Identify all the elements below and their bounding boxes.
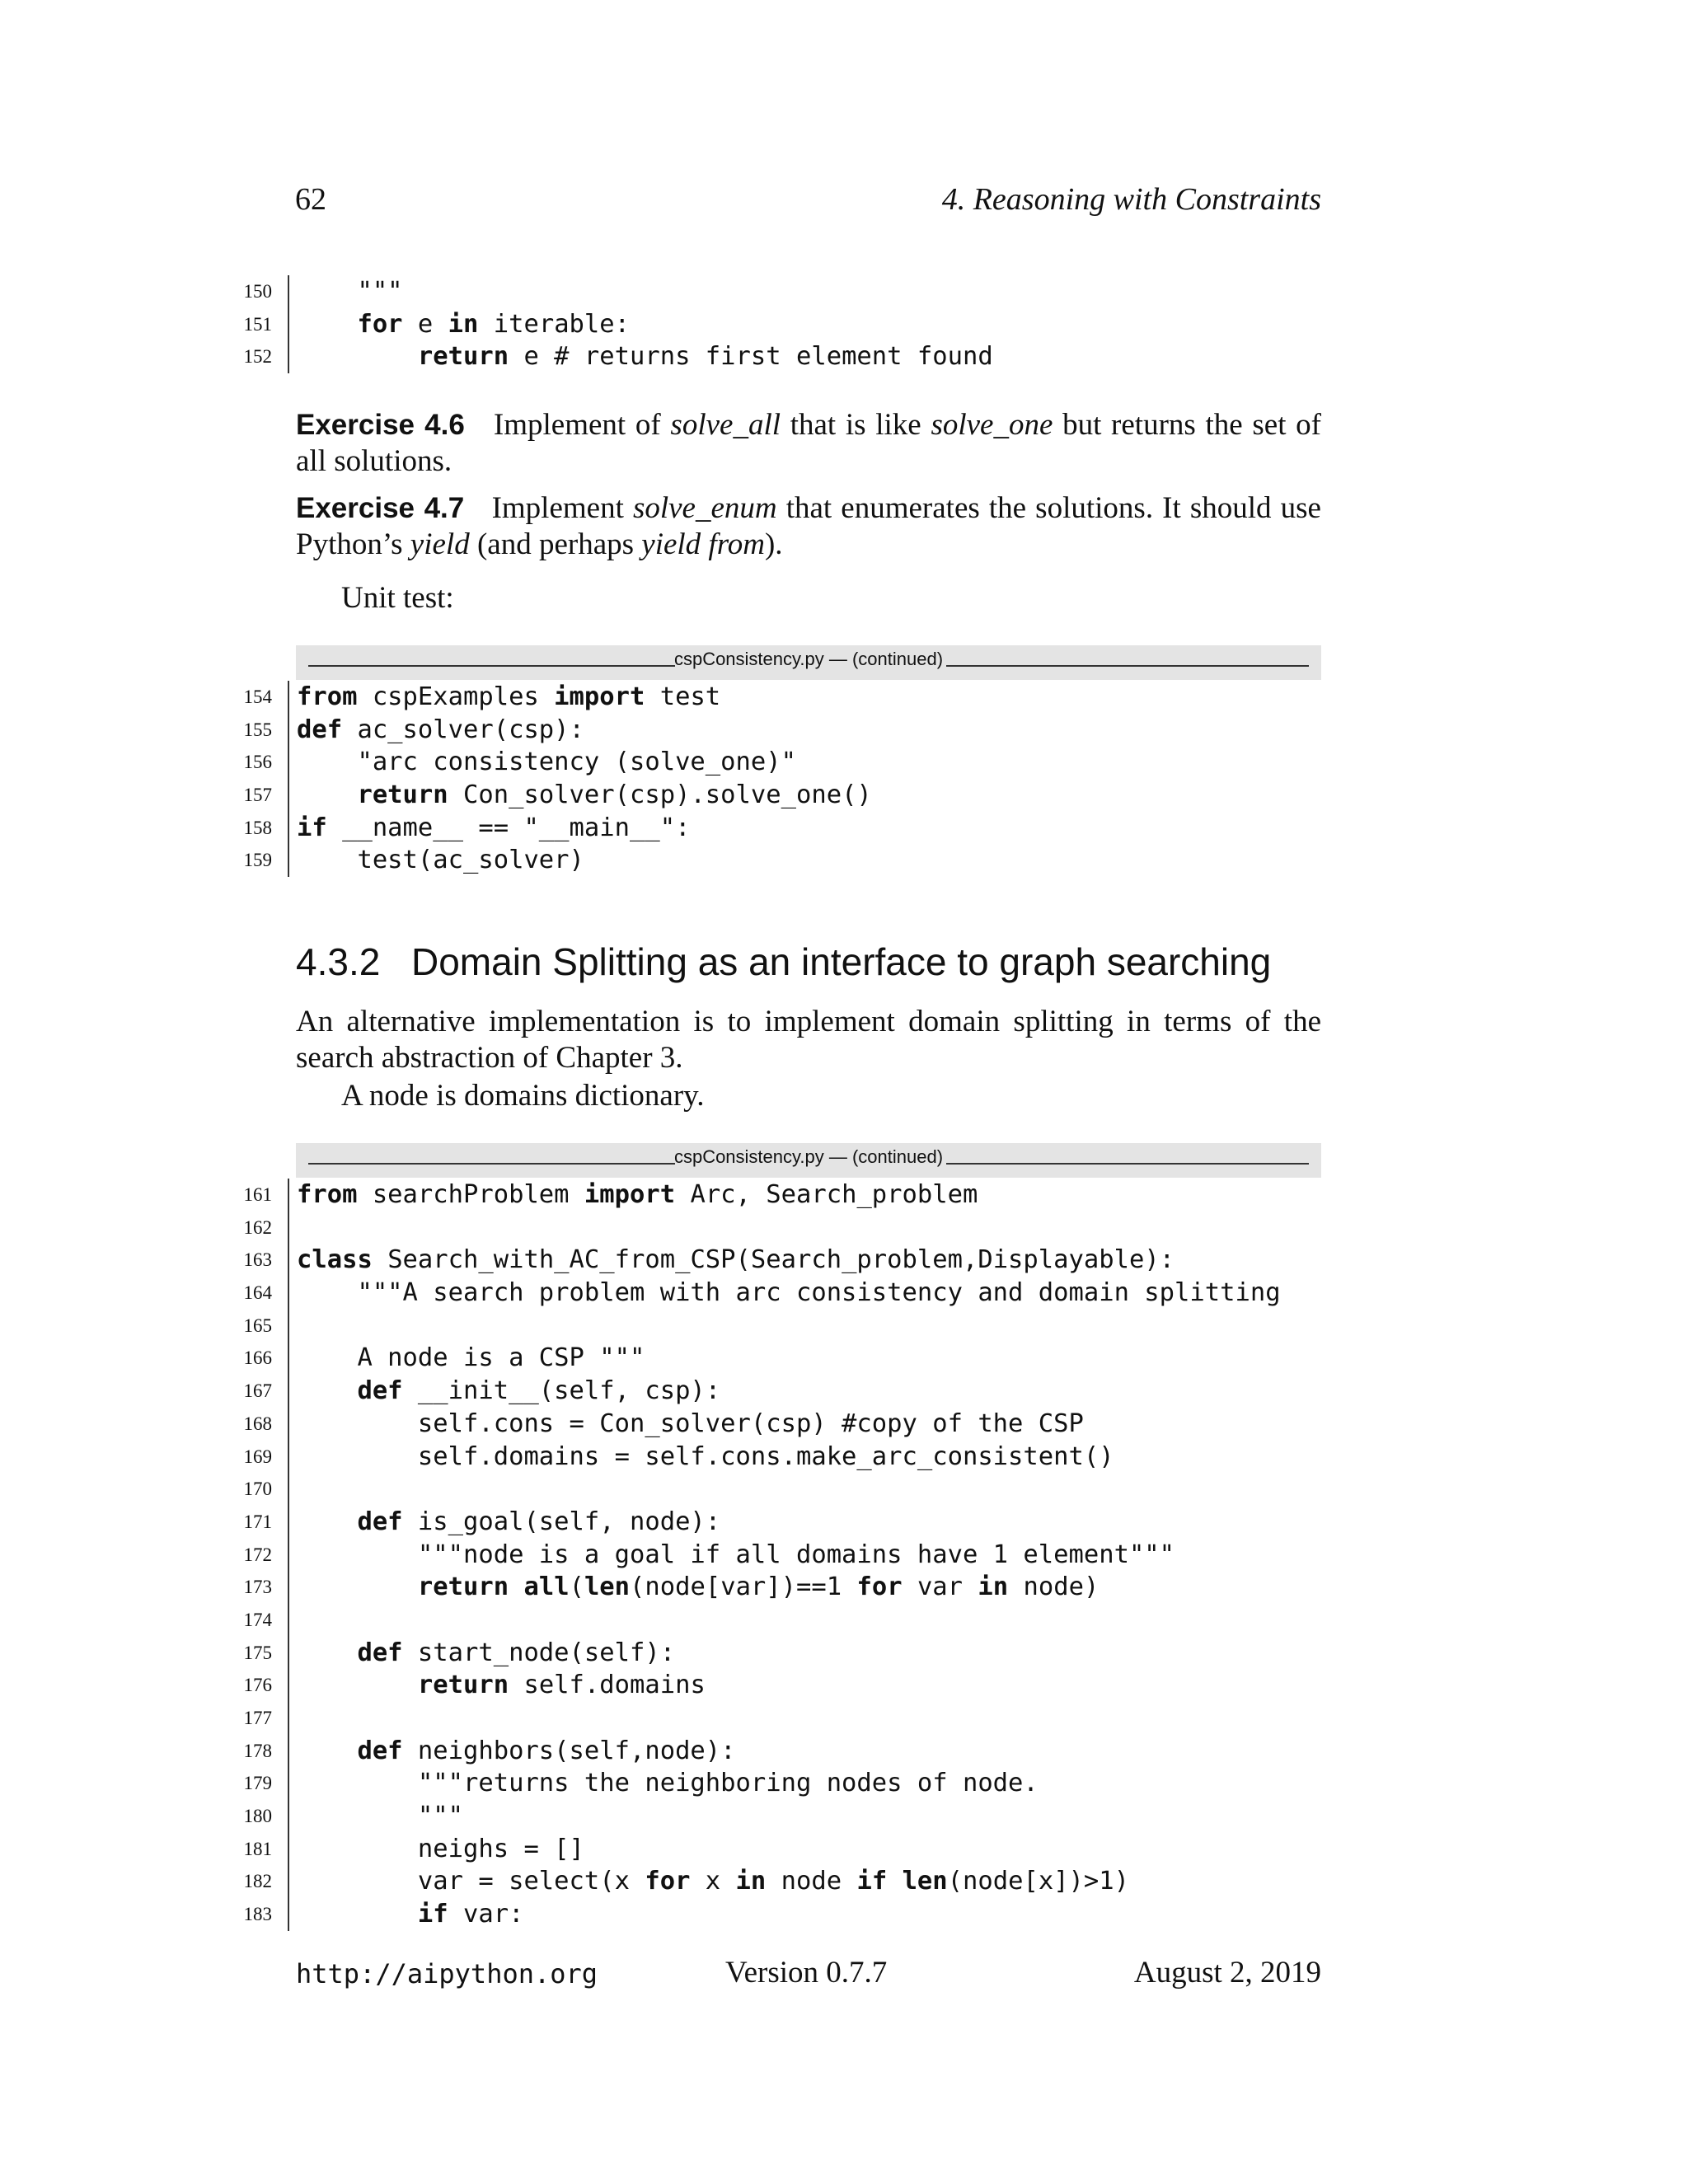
code-line	[239, 714, 1343, 747]
line-number: 182	[243, 1871, 272, 1892]
exercise-term: solve_enum	[632, 491, 777, 525]
exercise-text: but returns the set of all solutions.	[296, 408, 1321, 478]
code-text: def __init__(self, csp):	[357, 1376, 721, 1406]
line-number: 156	[243, 752, 272, 773]
line-number: 170	[243, 1479, 272, 1500]
line-number: 162	[243, 1216, 272, 1238]
code-line	[239, 1604, 1343, 1637]
line-number: 179	[243, 1773, 272, 1794]
code-text: def ac_solver(csp):	[297, 715, 584, 744]
exercise-term: solve_all	[670, 408, 781, 442]
code-text: """A search problem with arc consistency and domain splitting	[297, 1278, 1281, 1308]
code-line	[239, 1767, 1343, 1800]
line-number: 168	[243, 1413, 272, 1434]
code-text: "arc consistency (solve_one)"	[297, 748, 796, 777]
code-text: """returns the neighboring nodes of node.	[297, 1769, 1039, 1798]
code-text: def neighbors(self,node):	[357, 1736, 736, 1765]
code-text: if var:	[417, 1900, 524, 1929]
line-number: 177	[243, 1708, 272, 1728]
code-text: return self.domains	[417, 1671, 706, 1700]
banner-rule-right	[946, 665, 1309, 667]
page-number: 62	[295, 182, 326, 217]
exercise-text: that is like	[781, 408, 931, 442]
code-line	[239, 1212, 1343, 1244]
banner-label: cspConsistency.py — (continued)	[673, 1146, 944, 1167]
exercise-text: ).	[764, 527, 783, 561]
code-text: for e in iterable:	[357, 309, 631, 339]
code-line	[239, 746, 1343, 779]
line-number: 178	[243, 1740, 272, 1761]
code-line	[239, 1637, 1343, 1670]
section-paragraph: An alternative implementation is to implement domain splitting in terms of the search abstraction of Chapter 3.	[296, 1005, 1321, 1075]
line-number: 171	[243, 1511, 272, 1532]
listing-banner-2	[296, 1143, 1321, 1178]
exercise-text: Implement of	[493, 408, 671, 442]
code-text: from cspExamples import test	[297, 682, 721, 711]
line-number: 164	[243, 1282, 272, 1304]
line-number: 167	[243, 1380, 272, 1402]
code-text: """	[297, 1802, 463, 1831]
line-number: 152	[243, 346, 272, 368]
code-line	[239, 1898, 1343, 1931]
code-line	[239, 1506, 1343, 1539]
code-text: def start_node(self):	[357, 1638, 676, 1667]
code-text: from searchProblem import Arc, Search_problem	[297, 1180, 978, 1209]
code-text: def is_goal(self, node):	[357, 1507, 721, 1536]
line-number: 181	[243, 1838, 272, 1859]
code-line	[239, 1571, 1343, 1604]
line-number: 172	[243, 1544, 272, 1565]
code-line	[239, 1179, 1343, 1212]
code-line	[239, 1735, 1343, 1768]
code-text: test(ac_solver)	[297, 846, 584, 875]
unit-test-label: Unit test:	[341, 581, 454, 615]
section-paragraph-2: A node is domains dictionary.	[341, 1079, 705, 1113]
code-text: return all(len(node[var])==1 for var in node)	[417, 1572, 1100, 1602]
line-number: 175	[243, 1642, 272, 1663]
code-line	[239, 1277, 1343, 1310]
line-number: 163	[243, 1249, 272, 1271]
line-number: 165	[243, 1315, 272, 1336]
section-number: 4.3.2	[296, 940, 381, 983]
code-line	[239, 1833, 1343, 1866]
code-line	[239, 681, 1343, 714]
code-text: """	[297, 277, 403, 306]
line-number: 158	[243, 817, 272, 838]
code-line	[239, 812, 1343, 845]
line-number: 150	[243, 281, 272, 302]
code-listing-1	[239, 275, 1343, 373]
code-line	[239, 1441, 1343, 1474]
banner-label: cspConsistency.py — (continued)	[673, 649, 944, 669]
line-number: 155	[243, 719, 272, 740]
code-text: class Search_with_AC_from_CSP(Search_problem,Displayable):	[297, 1245, 1175, 1275]
code-line	[239, 308, 1343, 341]
code-text: neighs = []	[297, 1834, 584, 1863]
line-number: 159	[243, 850, 272, 871]
footer-version: Version 0.7.7	[725, 1956, 888, 1990]
line-number: 173	[243, 1577, 272, 1598]
code-line	[239, 844, 1343, 877]
code-text: if __name__ == "__main__":	[297, 813, 691, 842]
code-text: self.cons = Con_solver(csp) #copy of the CSP	[297, 1408, 1084, 1438]
line-number: 166	[243, 1347, 272, 1369]
line-number: 151	[243, 313, 272, 335]
exercise-text: that enumerates the solutions. It should use Python’s	[296, 491, 1321, 561]
code-text: self.domains = self.cons.make_arc_consistent()	[297, 1441, 1114, 1471]
line-number: 161	[243, 1184, 272, 1205]
code-text: return Con_solver(csp).solve_one()	[357, 780, 872, 810]
exercise-text: Implement	[491, 491, 633, 525]
exercise-4-6	[296, 407, 1321, 480]
code-text: """node is a goal if all domains have 1 element"""	[297, 1540, 1175, 1569]
code-line	[239, 275, 1343, 308]
code-text: A node is a CSP """	[297, 1343, 645, 1373]
code-line	[239, 1669, 1343, 1702]
footer-url[interactable]: http://aipython.org	[296, 1958, 598, 1990]
code-line	[239, 1310, 1343, 1343]
code-line	[239, 340, 1343, 373]
line-number: 183	[243, 1904, 272, 1925]
section-title: Domain Splitting as an interface to graph searching	[411, 940, 1272, 983]
code-line	[239, 1473, 1343, 1506]
chapter-title: 4. Reasoning with Constraints	[941, 182, 1321, 217]
code-line	[239, 779, 1343, 812]
section-heading	[296, 940, 1271, 984]
code-line	[239, 1375, 1343, 1408]
code-line	[239, 1342, 1343, 1375]
code-listing-2	[239, 681, 1343, 877]
exercise-label: Exercise 4.7	[296, 492, 465, 524]
line-number: 157	[243, 785, 272, 806]
code-line	[239, 1539, 1343, 1572]
code-line	[239, 1408, 1343, 1441]
banner-rule-right	[946, 1163, 1309, 1165]
exercise-term: solve_one	[931, 408, 1053, 442]
code-line	[239, 1244, 1343, 1277]
code-text: return e # returns first element found	[417, 342, 993, 372]
line-number: 176	[243, 1675, 272, 1696]
code-line	[239, 1702, 1343, 1735]
code-listing-3	[239, 1179, 1343, 1931]
line-number: 180	[243, 1806, 272, 1827]
exercise-term: yield	[410, 527, 470, 561]
exercise-4-7	[296, 490, 1321, 563]
exercise-label: Exercise 4.6	[296, 409, 465, 441]
exercise-term: yield from	[641, 527, 765, 561]
line-number: 174	[243, 1609, 272, 1630]
footer-date: August 2, 2019	[1133, 1956, 1321, 1990]
code-text: var = select(x for x in node if len(node[x])>1)	[297, 1867, 1130, 1896]
listing-banner	[296, 645, 1321, 680]
exercise-text: (and perhaps	[469, 527, 642, 561]
code-line	[239, 1865, 1343, 1898]
line-number: 169	[243, 1446, 272, 1467]
code-line	[239, 1800, 1343, 1833]
line-number: 154	[243, 687, 272, 707]
